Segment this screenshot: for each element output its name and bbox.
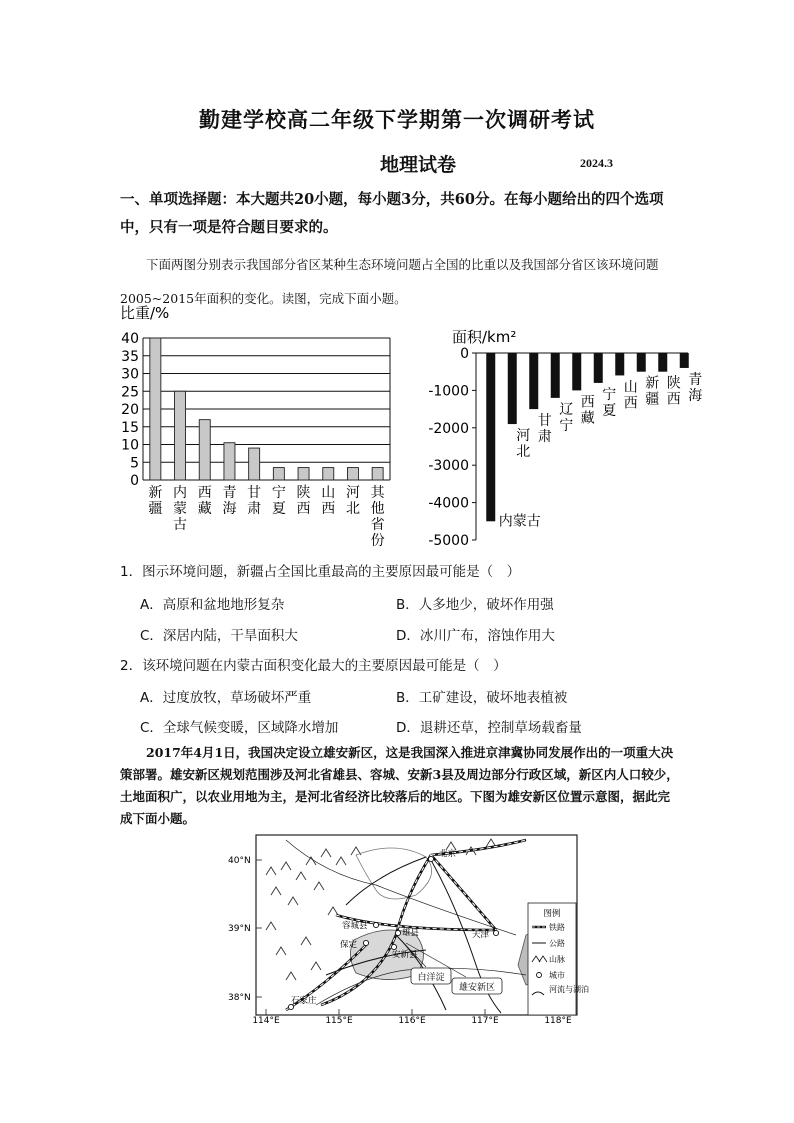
map-city-label: 安新县 xyxy=(392,950,418,960)
exam-date: 2024.3 xyxy=(580,156,613,170)
chart1-category-label: 陕西 xyxy=(296,485,311,517)
q2-option-a: A．过度放牧，草场破坏严重 xyxy=(140,690,312,706)
chart1-category-label: 西藏 xyxy=(197,485,212,517)
map-latitude-label: 40°N xyxy=(228,856,251,866)
chart1-bar xyxy=(273,468,284,480)
q2-option-d: D．退耕还草，控制草场载畜量 xyxy=(396,720,582,736)
legend-highway: 公路 xyxy=(549,939,565,948)
map-latitude-label: 38°N xyxy=(228,993,251,1003)
legend-railway: 铁路 xyxy=(549,923,565,932)
chart2-ytick: -2000 xyxy=(428,420,469,437)
map-city-marker xyxy=(363,940,368,945)
chart1-bar xyxy=(323,468,334,480)
chart1-category-label: 其他省份 xyxy=(370,485,385,549)
chart1-bar xyxy=(224,443,235,480)
chart1-ytick: 30 xyxy=(121,366,139,383)
chart2-bar xyxy=(572,353,581,390)
chart2-category-label: 陕西 xyxy=(666,375,681,408)
map-city-marker xyxy=(373,922,378,927)
chart2-ytick: -4000 xyxy=(428,495,469,512)
map-city-label: 天津 xyxy=(472,930,490,940)
legend-mountain: 山脉 xyxy=(549,955,565,964)
map-legend xyxy=(528,903,589,1015)
map-longitude-label: 117°E xyxy=(471,1016,499,1026)
chart1-category-label: 内蒙古 xyxy=(173,485,188,533)
map-city-marker xyxy=(428,856,433,861)
chart1-ytick: 10 xyxy=(121,437,139,454)
chart2-ylabel: 面积/km² xyxy=(452,328,517,346)
legend-city: 城市 xyxy=(549,971,565,980)
chart1-category-label: 宁夏 xyxy=(271,485,286,517)
proportion-chart xyxy=(115,300,405,550)
q1-option-b: B．人多地少，破坏作用强 xyxy=(396,597,554,613)
map-city-marker xyxy=(391,944,396,949)
chart2-bar xyxy=(615,353,624,375)
map-longitude-label: 115°E xyxy=(325,1016,353,1026)
chart2-bar xyxy=(508,353,517,424)
chart2-bar xyxy=(551,353,560,398)
chart2-ytick: -1000 xyxy=(428,383,469,400)
chart1-ytick: 25 xyxy=(121,384,139,401)
chart1-ytick: 20 xyxy=(121,402,139,418)
chart1-ylabel: 比重/% xyxy=(120,304,170,322)
chart2-category-label: 甘肃 xyxy=(537,413,552,446)
chart2-bar xyxy=(637,353,646,372)
exam-title: 勤建学校高二年级下学期第一次调研考试 xyxy=(199,107,595,132)
chart2-category-label: 辽宁 xyxy=(559,401,574,434)
map-city-label: 石家庄 xyxy=(291,996,317,1006)
chart1-bar xyxy=(372,468,383,480)
q1-option-a: A．高原和盆地地形复杂 xyxy=(140,597,285,613)
map-longitude-label: 114°E xyxy=(252,1016,280,1026)
chart1-ytick: 40 xyxy=(121,331,139,347)
legend-river-lake: 河流与湖泊 xyxy=(549,985,589,994)
chart2-bar xyxy=(486,353,495,521)
chart2-category-label: 宁夏 xyxy=(602,386,617,419)
map-city-label: 保定 xyxy=(340,940,358,950)
map-city-marker xyxy=(395,930,400,935)
callout-baiyangdian: 白洋淀 xyxy=(417,973,445,983)
chart1-ytick: 35 xyxy=(121,348,139,365)
exam-subtitle: 地理试卷 xyxy=(380,154,457,176)
chart1-ytick: 0 xyxy=(130,473,139,489)
map-city-label: 北京 xyxy=(439,849,457,859)
question-2-stem: 2．该环境问题在内蒙古面积变化最大的主要原因最可能是（ ） xyxy=(120,658,507,674)
q2-option-b: B．工矿建设，破坏地表植被 xyxy=(396,690,568,706)
chart1-category-label: 甘肃 xyxy=(247,485,262,517)
chart1-bar xyxy=(298,468,309,480)
area-change-chart xyxy=(420,320,703,550)
chart2-category-label: 内蒙古 xyxy=(498,513,541,530)
chart1-category-label: 青海 xyxy=(222,485,237,517)
xiongan-location-map xyxy=(226,835,589,1026)
chart1-bar xyxy=(199,420,210,480)
chart1-bar xyxy=(347,468,358,480)
intro-text: 下面两图分别表示我国部分省区某种生态环境问题占全国的比重以及我国部分省区该环境问题2005~2015年面积的变化。读图，完成下面小题。 xyxy=(120,257,659,306)
chart2-category-label: 西藏 xyxy=(580,394,595,427)
callout-xiongan: 雄安新区 xyxy=(458,983,496,993)
chart1-category-label: 山西 xyxy=(321,485,336,517)
chart1-ytick: 15 xyxy=(121,419,139,436)
chart2-ytick: -3000 xyxy=(428,458,469,475)
chart1-bar xyxy=(150,338,161,480)
city-icon xyxy=(537,973,542,978)
chart2-ytick: -5000 xyxy=(428,533,469,549)
chart2-bar xyxy=(529,353,538,409)
chart2-category-label: 新疆 xyxy=(645,375,660,408)
q1-option-c: C．深居内陆，干旱面积大 xyxy=(140,628,298,644)
passage-2: 2017年4月1日，我国决定设立雄安新区，这是我国深入推进京津冀协同发展作出的一项重大决策部署。雄安新区规划范围涉及河北省雄县、容城、安新3县及周边部分行政区域，新区内人口较少，土地面积广，以农业用地为主，是河北省经济比较落后的地区。下图为雄安新区位置示意图，据此完成下面小题。 xyxy=(120,745,679,826)
map-latitude-label: 39°N xyxy=(228,924,251,934)
chart2-bar xyxy=(594,353,603,383)
chart2-bar xyxy=(680,353,689,368)
chart2-category-label: 青海 xyxy=(688,371,703,404)
map-city-label: 容城县 xyxy=(342,921,368,931)
q1-option-d: D．冰川广布，溶蚀作用大 xyxy=(396,628,555,644)
map-city-marker xyxy=(493,930,498,935)
chart2-category-label: 河北 xyxy=(516,428,531,461)
map-city-label: 雄县 xyxy=(402,928,420,938)
chart2-bar xyxy=(658,353,667,372)
section-heading: 一、单项选择题：本大题共20小题，每小题3分，共60分。在每小题给出的四个选项中，只有一项是符合题目要求的。 xyxy=(120,191,664,236)
q2-option-c: C．全球气候变暖，区域降水增加 xyxy=(140,720,339,736)
legend-title: 图例 xyxy=(543,909,561,919)
chart1-ytick: 5 xyxy=(130,455,139,472)
chart2-category-label: 山西 xyxy=(623,379,638,412)
map-longitude-label: 118°E xyxy=(544,1016,572,1026)
chart1-category-label: 新疆 xyxy=(148,485,163,517)
chart1-bar xyxy=(175,391,186,480)
chart1-bar xyxy=(249,448,260,480)
map-longitude-label: 116°E xyxy=(398,1016,426,1026)
question-1-stem: 1．图示环境问题，新疆占全国比重最高的主要原因最可能是（ ） xyxy=(120,564,521,580)
chart2-ytick: 0 xyxy=(460,346,469,362)
chart1-category-label: 河北 xyxy=(345,485,360,517)
